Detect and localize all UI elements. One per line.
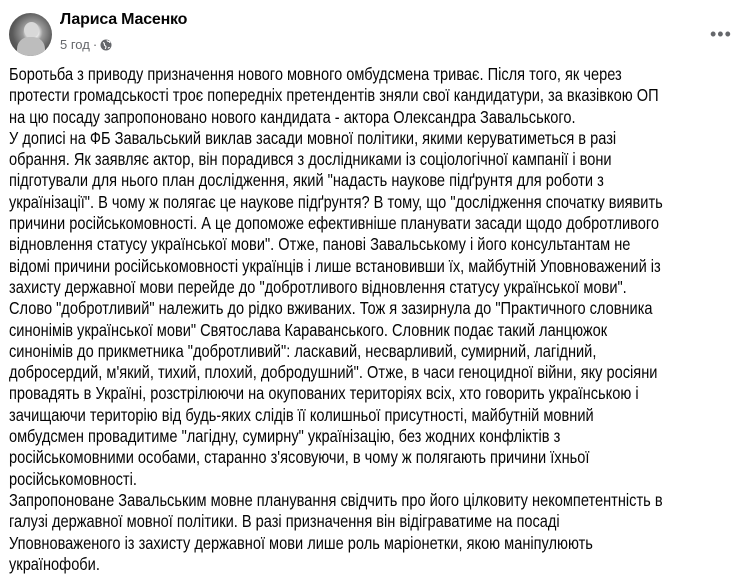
post-text-line: російськомовними особами, старанно з'ясовуючи, в чому ж полягають причини їхньої [9, 447, 590, 468]
post-text-line: обрання. Як заявляє актор, він порадився з дослідниками із соціологічної кампанії і вони [9, 149, 612, 170]
post-body [9, 64, 740, 575]
globe-icon[interactable] [100, 39, 112, 51]
post-text-line: добросердий, м'який, тихий, плохий, добродушний". Отже, в часи геноцидної війни, яку росіяни [9, 362, 658, 383]
post-text-line: підготували для нього план дослідження, який "надасть наукове підґрунтя для роботи з [9, 170, 604, 191]
post-text-line: українізації". В чому ж полягає це наукове підґрунтя? В тому, що "дослідження спочатку виявить [9, 191, 663, 212]
post-text-line: російськомовності. [9, 468, 137, 489]
post-text-line: відомі причини російськомовності українців і лише встановивши їх, майбутній Уповноважений із [9, 255, 661, 276]
post-text-line: Запропоноване Завальським мовне планування свідчить про його цілковиту некомпетентність в [9, 489, 663, 510]
post-text-line: провадять в Україні, розстрілюючи на окупованих територіях всіх, хто говорить українською і [9, 383, 639, 404]
post-meta [60, 37, 112, 52]
post-text-line: Уповноваженого із захисту державної мови лише роль маріонетки, якою маніпулюють [9, 532, 593, 553]
post-text-line: відновлення статусу української мови". Отже, панові Завальському і його консультантам не [9, 234, 631, 255]
avatar-body [17, 37, 45, 56]
post-text-line: галузі державної мовної політики. В разі призначення він відіграватиме на посаді [9, 511, 560, 532]
post-text-line: омбудсмен провадитиме "лагідну, сумирну" українізацію, без жодних конфліктів з [9, 426, 561, 447]
post-text-line: У дописі на ФБ Завальський виклав засади мовної політики, якими керуватиметься в разі [9, 127, 617, 148]
post-text-line: зачищаючи територію від будь-яких слідів її колишньої присутності, майбутній мовний [9, 404, 594, 425]
post-text-line: протести громадськості троє попередніх претендентів зняли свої кандидатури, за вказівкою ОП [9, 85, 659, 106]
post-text-line: причини російськомовності. А це допоможе ефективніше планувати засади щодо добротливого [9, 213, 659, 234]
more-options-icon[interactable]: ••• [710, 24, 732, 44]
post-text-line: Боротьба з приводу призначення нового мовного омбудсмена триває. Після того, як через [9, 64, 622, 84]
post-text-line: Слово "добротливий" належить до рідко вживаних. Тож я зазирнула до "Практичного словника [9, 298, 653, 319]
author-avatar[interactable] [9, 13, 52, 56]
post-text-line: українофоби. [9, 553, 100, 574]
post-text-line: синонімів до прикметника "добротливий": ласкавий, несварливий, сумирний, лагідний, [9, 340, 597, 361]
author-name[interactable]: Лариса Масенко [60, 11, 188, 28]
meta-separator: · [92, 37, 98, 52]
post-text-line: на цю посаду запропоновано нового кандидата - актора Олександра Завальського. [9, 106, 576, 127]
post-text-line: синонімів української мови" Святослава Караванського. Словник подає такий ланцюжок [9, 319, 608, 340]
post-time[interactable]: 5 год [60, 37, 90, 52]
post-text-line: захисту державної мови перейде до "добротливого відновлення статусу української мови". [9, 276, 627, 297]
avatar-head [24, 22, 39, 38]
